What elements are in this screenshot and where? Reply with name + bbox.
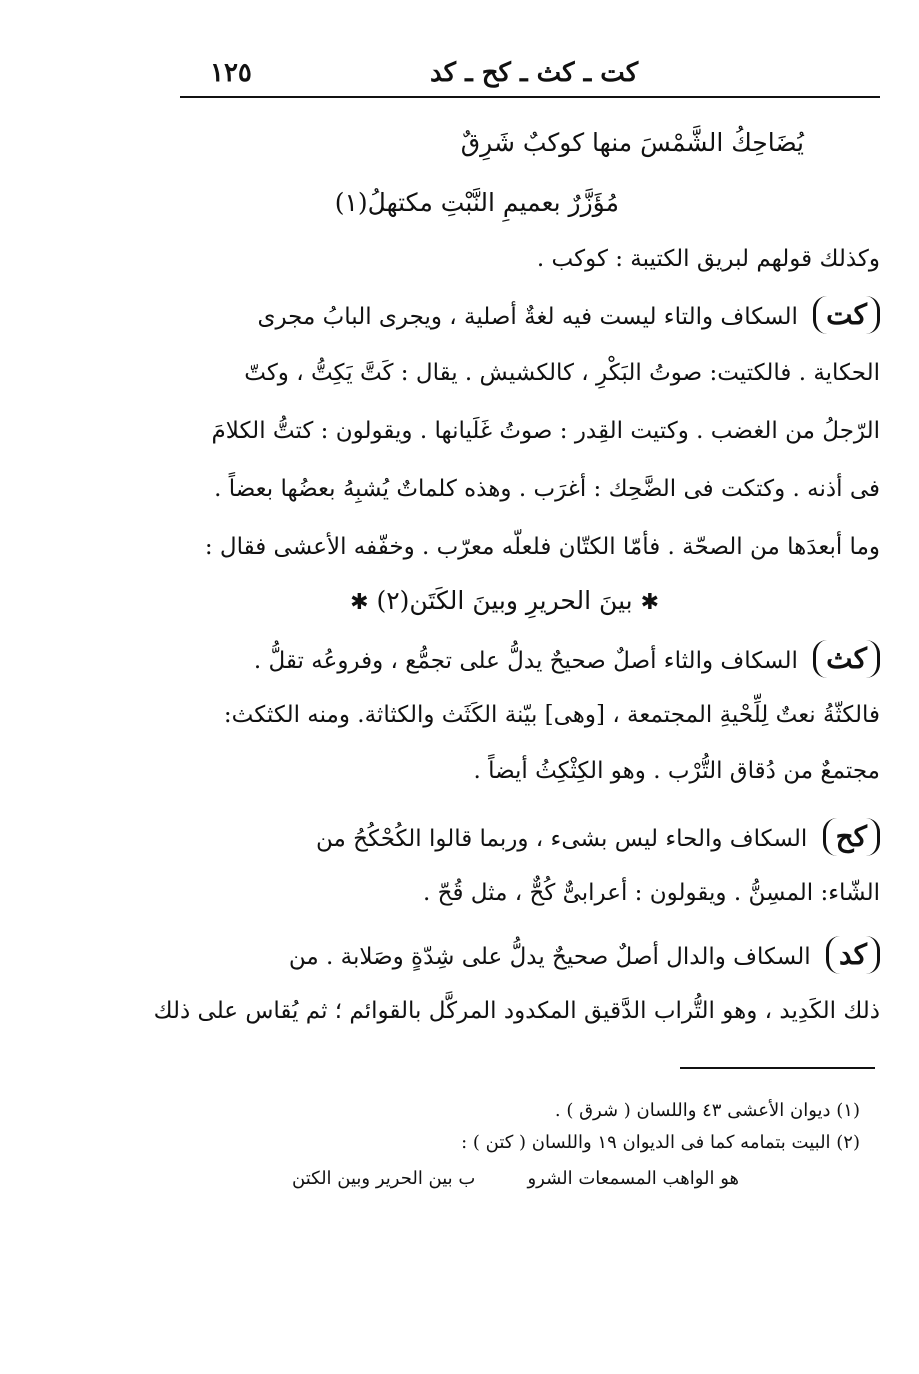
text-line-11: الشّاء: المسِنُّ . ويقولون : أعرابىٌّ كُحٌّ ، مثل قُحّ .: [422, 880, 880, 906]
entry-heading-kd: كد: [826, 936, 880, 974]
text-line-6: وما أبعدَها من الصحّة . فأمّا الكتّان فلعلّه معرّب . وخفّفه الأعشى فقال :: [204, 534, 880, 560]
running-head: كت ـ كث ـ كح ـ كد: [430, 58, 639, 88]
footnote-verse-left: ب بين الحرير وبين الكتن: [292, 1168, 476, 1189]
poem-line-2: مُؤَزَّرٌ بعميمِ النَّبْتِ مكتهلُ(١): [334, 188, 619, 217]
text-line-7: السكاف والثاء أصلٌ صحيحٌ يدلُّ على تجمُّع ، وفروعُه تقلُّ .: [253, 648, 798, 674]
page-header: [180, 52, 880, 98]
verse-star-icon-left: ✱: [350, 590, 369, 615]
entry-kh-line: [180, 818, 880, 856]
text-line-9: مجتمعٌ من دُقاق التُّرْب . وهو الكِثْكِثُ أيضاً .: [473, 758, 880, 784]
text-line-2: السكاف والتاء ليست فيه لغةٌ أصلية ، ويجرى البابُ مجرى: [257, 304, 798, 330]
text-line-13: ذلك الكَدِيد ، وهو التُّراب الدَّقيق المكدود المركَّل بالقوائم ؛ ثم يُقاس على ذلك: [153, 998, 880, 1024]
footnote-2: (٢) البيت بتمامه كما فى الديوان ١٩ واللسان ( كتن ) :: [461, 1132, 860, 1153]
text-line-12: السكاف والدال أصلٌ صحيحٌ يدلُّ على شِدّةٍ وصَلابة . من: [288, 944, 811, 970]
footnote-1: (١) ديوان الأعشى ٤٣ واللسان ( شرق ) .: [554, 1100, 860, 1121]
poem-line-1: يُضَاحِكُ الشَّمْسَ منها كوكبٌ شَرِقٌ: [460, 128, 804, 157]
entry-kd-line: [180, 936, 880, 974]
text-line-1: وكذلك قولهم لبريق الكتيبة : كوكب .: [536, 246, 880, 272]
footnote-verse-right: هو الواهب المسمعات الشرو: [527, 1168, 739, 1189]
verse-star-icon: ✱: [640, 590, 659, 615]
page-number: ١٢٥: [210, 58, 252, 88]
verse-line: [350, 586, 659, 615]
text-line-5: فى أذنه . وكتكت فى الضَّحِك : أغرَب . وهذه كلماتٌ يُشبِهُ بعضُها بعضاً .: [214, 476, 880, 502]
text-line-8: فالكثّةُ نعتٌ لِلِّحْيةِ المجتمعة ، [وهى] بيّنة الكَثَث والكثاثة. ومنه الكثكث:: [223, 702, 880, 728]
entry-heading-kh: كح: [823, 818, 880, 856]
text-line-10: السكاف والحاء ليس بشىء ، وربما قالوا الكُحْكُحُ من: [316, 826, 808, 852]
footnote-rule: [680, 1067, 875, 1069]
entry-heading-kt: كت: [813, 296, 880, 334]
text-line-3: الحكاية . فالكتيت: صوتُ البَكْرِ ، كالكشيش . يقال : كَتَّ يَكِتُّ ، وكتّ: [244, 360, 880, 386]
verse-text: بينَ الحريرِ وبينَ الكَتَن(٢): [376, 586, 633, 615]
text-line-4: الرّجلُ من الغضب . وكتيت القِدر : صوتُ غَلَيانها . ويقولون : كتتُّ الكلامَ: [211, 418, 880, 444]
entry-kt-line: [180, 296, 880, 334]
entry-kth-line: [180, 640, 880, 678]
entry-heading-kth: كث: [813, 640, 880, 678]
